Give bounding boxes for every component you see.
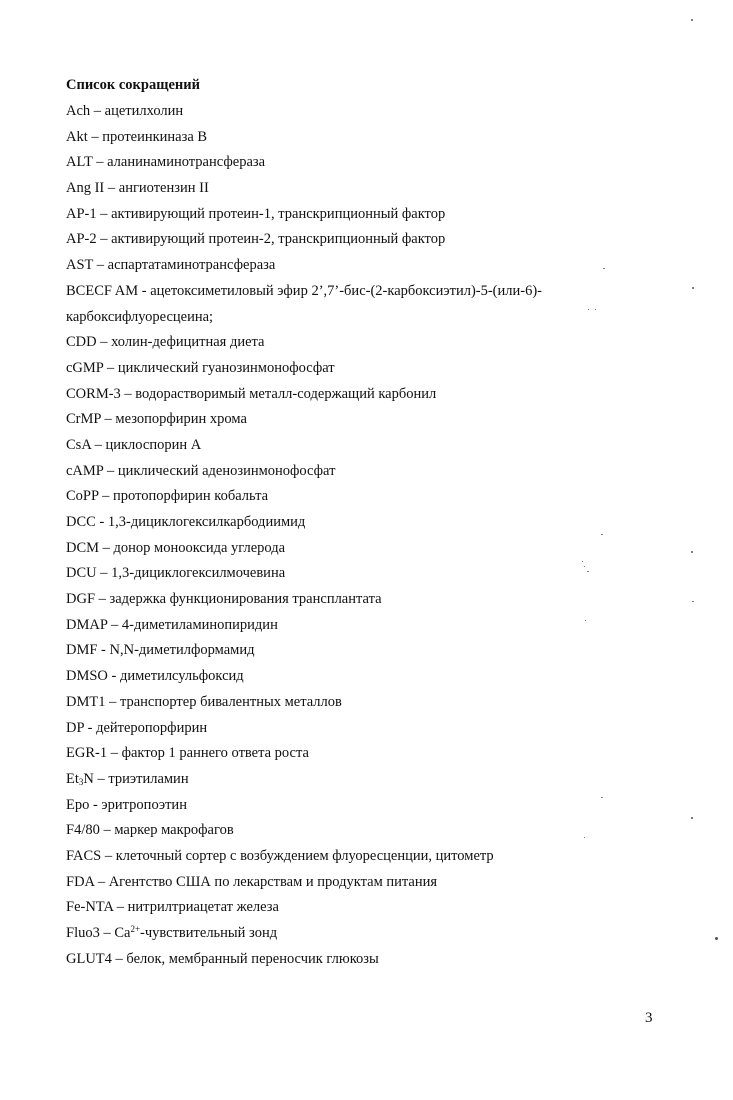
list-item: cGMP – циклический гуанозинмонофосфат bbox=[66, 359, 335, 376]
list-item: ALT – аланинаминотрансфераза bbox=[66, 154, 266, 171]
list-item: DGF – задержка функционирования трансплантата bbox=[66, 591, 382, 608]
scan-speck bbox=[692, 601, 694, 602]
list-item: DMT1 – транспортер бивалентных металлов bbox=[66, 693, 342, 710]
list-item: DCC - 1,3-дициклогексилкарбодиимид bbox=[66, 514, 306, 530]
list-item: FACS – клеточный сортер с возбуждением флуоресценции, цитометр bbox=[66, 847, 494, 864]
scan-speck bbox=[588, 309, 589, 310]
list-item: AP-1 – активирующий протеин-1, транскрипционный фактор bbox=[66, 205, 446, 222]
scan-speck bbox=[691, 19, 693, 21]
scan-speck bbox=[584, 566, 585, 567]
section-heading: Список сокращений bbox=[66, 77, 200, 93]
list-item: Epo - эритропоэтин bbox=[66, 796, 187, 813]
scan-speck bbox=[601, 797, 603, 798]
list-item: CoPP – протопорфирин кобальта bbox=[66, 488, 269, 505]
scan-speck bbox=[715, 937, 718, 940]
scan-speck bbox=[582, 561, 583, 562]
list-item: DP - дейтеропорфирин bbox=[66, 719, 208, 736]
list-item: CORM-3 – водорастворимый металл-содержащий карбонил bbox=[66, 385, 437, 402]
list-item: GLUT4 – белок, мембранный переносчик глюкозы bbox=[66, 950, 379, 967]
list-item: DCM – донор монооксида углерода bbox=[66, 539, 286, 556]
list-item: AST – аспартатаминотрансфераза bbox=[66, 257, 276, 274]
list-item: CsA – циклоспорин А bbox=[66, 436, 202, 453]
formula-prefix: Fluo3 – Ca bbox=[66, 925, 131, 941]
list-item: Ach – ацетилхолин bbox=[66, 103, 184, 119]
list-item: Ang II – ангиотензин II bbox=[66, 180, 209, 197]
list-item: DCU – 1,3-дициклогексилмочевина bbox=[66, 565, 286, 582]
list-item: BCECF AM - ацетоксиметиловый эфир 2’,7’-бис-(2-карбоксиэтил)-5-(или-6)- bbox=[66, 282, 542, 299]
abbreviation-list bbox=[66, 99, 706, 972]
list-item: Akt – протеинкиназа B bbox=[66, 128, 208, 145]
list-item: CDD – холин-дефицитная диета bbox=[66, 334, 265, 351]
list-item-continuation: карбоксифлуоресцеина; bbox=[66, 308, 214, 325]
scan-speck bbox=[691, 817, 693, 819]
list-item: FDA – Агентство США по лекарствам и продуктам питания bbox=[66, 873, 438, 890]
scan-speck bbox=[691, 551, 693, 553]
formula-suffix: -чувствительный зонд bbox=[140, 925, 278, 941]
list-item: CrMP – мезопорфирин хрома bbox=[66, 411, 247, 428]
list-item: cAMP – циклический аденозинмонофосфат bbox=[66, 462, 336, 479]
scan-speck bbox=[584, 837, 585, 838]
formula-prefix: Et bbox=[66, 770, 79, 787]
list-item: F4/80 – маркер макрофагов bbox=[66, 822, 234, 839]
formula-suffix: N – триэтиламин bbox=[83, 770, 189, 787]
list-item: Fe-NTA – нитрилтриацетат железа bbox=[66, 899, 279, 916]
list-item: EGR-1 – фактор 1 раннего ответа роста bbox=[66, 745, 309, 762]
scan-speck bbox=[692, 287, 694, 289]
scan-speck bbox=[603, 268, 605, 269]
scan-speck bbox=[585, 620, 586, 621]
list-item: DMAP – 4-диметиламинопиридин bbox=[66, 616, 278, 633]
list-item bbox=[66, 921, 706, 947]
scan-speck bbox=[601, 534, 603, 535]
scan-speck bbox=[587, 571, 589, 572]
list-item bbox=[66, 767, 706, 793]
page-number: 3 bbox=[645, 1010, 653, 1026]
formula-superscript: 2+ bbox=[130, 924, 141, 934]
scan-speck bbox=[595, 309, 596, 310]
formula-subscript: 3 bbox=[78, 776, 84, 787]
list-item: DMSO - диметилсульфоксид bbox=[66, 668, 244, 685]
list-item: DMF - N,N-диметилформамид bbox=[66, 642, 255, 659]
list-item: AP-2 – активирующий протеин-2, транскрипционный фактор bbox=[66, 231, 446, 248]
